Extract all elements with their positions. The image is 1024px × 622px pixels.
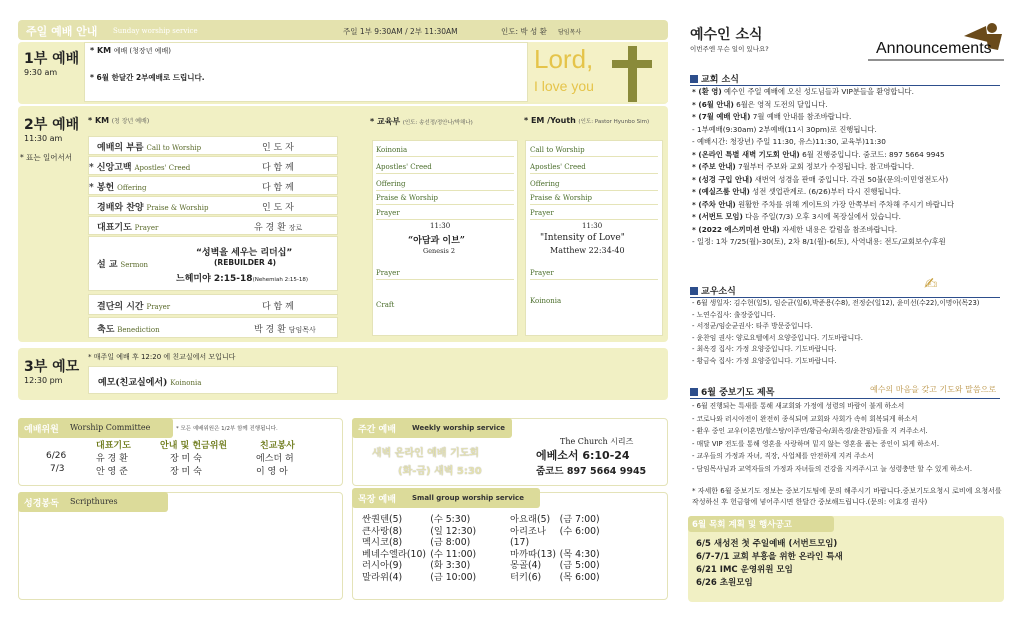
church-news-item-text: 자세한 내용은 칼럼을 참조바랍니다. (779, 224, 898, 234)
plan-header (688, 516, 834, 532)
prayer-item: - 6월 진행되는 특새를 통해 새교회와 가정에 성령의 바람이 불게 하소서 (692, 402, 905, 410)
church-news-list (692, 86, 1010, 249)
church-news-item-text: 7월부터 주보와 교회 정보가 수정됩니다. 참고바랍니다. (735, 162, 915, 171)
service-3-title: 3부 예모 (24, 359, 80, 375)
church-news-item-text: - 예배시간: 청장년) 주일 11:30, 유스)11:30, 교육부)11:30 (692, 137, 886, 146)
small-group-time: (수 5:30) (430, 514, 471, 525)
church-news-item (692, 111, 1010, 124)
edu-item-4: Praise & Worship (376, 194, 514, 205)
church-news-item (692, 236, 1010, 249)
prayer-footer: * 자세한 6월 중보기도 정보는 중보기도팀에 문의 해주시기 바랍니다.중보기도요청시 로비에 요청서를 작성하신 후 헌금함에 넣어주시면 한달간 중보해드립니다.(문의: 이효경 권사) (692, 487, 1002, 506)
committee-title: 예배위원 (24, 425, 59, 435)
km-label: * KM (90, 46, 112, 55)
member-news-item: - 6월 생일자: 김수현(일5), 임순균(일6),박준용(수8), 전정순(일12), 윤미선(수22),이명아(목23) (692, 299, 980, 307)
church-news-item-label: * (주차 안내) (692, 199, 736, 209)
church-news-item (692, 161, 1010, 174)
km-item-3: * 봉헌 Offering (89, 183, 147, 193)
plan-item: 6/21 IMC 운영위원 모임 (696, 565, 793, 575)
small-group-left-list (362, 514, 476, 583)
zoom-code: 줌코드 897 5664 9945 (536, 466, 647, 477)
church-news-item-label: * (2022 에스끼미션 안내) (692, 224, 780, 234)
prayer-item: - 교우들의 가정과 자녀, 직장, 사업체를 안전하게 지켜 주소서 (692, 452, 874, 460)
member-news-list (692, 298, 1010, 367)
edu-sermon: “아담과 이브” (408, 236, 465, 246)
committee-col-1: 대표기도 (96, 441, 131, 451)
service-1-panel (18, 42, 668, 104)
small-group-row (362, 537, 476, 549)
prayer-item: - 담임목사님과 교역자들의 가정과 자녀들의 건강을 지켜주시고 늘 성령충만 할 수 있게 하소서. (692, 464, 973, 473)
edu-item-2: Apostles' Creed (376, 163, 514, 174)
header-bar (18, 20, 668, 40)
small-group-row (510, 549, 600, 561)
news-title: 예수인 소식 (690, 27, 763, 43)
km-who-2: 다 함 께 (262, 163, 294, 173)
sermon-label: 설 교 Sermon (97, 260, 149, 270)
church-news-item-text: - 일정: 1차 7/25(월)-30(토), 2차 8/1(월)-6(토), 사역내용: 전도/교회보수/후원 (692, 237, 946, 246)
small-group-time: (금 5:00) (559, 560, 600, 571)
announcements-text: Announcements (876, 40, 992, 57)
member-news-item: - 황금숙 집사: 가정 요양중입니다. 기도바랍니다. (692, 356, 837, 365)
small-group-time: (금 10:00) (430, 571, 477, 583)
church-news-item-label: * (6월 안내) (692, 99, 734, 109)
small-group-name: 몽골(4) (510, 560, 542, 571)
small-group-time: (수 11:00) (430, 548, 477, 560)
church-news-item-label: * (예실즈룸 안내) (692, 187, 750, 196)
edu-item-1: Koinonia (376, 146, 514, 157)
committee-note: * 모든 예배위원은 1/2부 함께 진행됩니다. (176, 426, 278, 432)
service-2-title: 2부 예배 (24, 117, 80, 133)
header-times: 주일 1부 9:30AM / 2부 11:30AM (343, 27, 458, 36)
plan-title: 6월 목회 계획 및 행사공고 (692, 520, 792, 530)
bullet-square-icon (690, 388, 698, 396)
small-group-name: 말라위(4) (362, 571, 403, 583)
small-group-row (510, 572, 600, 584)
committee-r1-b: 장 미 숙 (170, 454, 202, 464)
plan-list (696, 538, 843, 590)
cross-icon (628, 46, 637, 102)
member-news-item: - 윤찬임 권사: 양로요텔에서 요양중입니다. 기도바랍니다. (692, 333, 863, 342)
church-news-item (692, 199, 1010, 212)
weekly-title: 주간 예배 (358, 425, 396, 435)
sermon-title: “성벽을 세우는 리더십” (196, 248, 293, 258)
km-who-1: 인 도 자 (262, 143, 294, 153)
small-group-row (362, 572, 476, 584)
prayer-list (692, 400, 1010, 475)
km-item-1: 예배의 부름 Call to Worship (97, 143, 202, 153)
committee-col-2: 안내 및 헌금위원 (160, 441, 228, 451)
church-news-item-label: * (온라인 특별 새벽 기도회 안내) (692, 149, 800, 159)
church-news-item-text: 6월 진행중입니다. 줌코드: 897 5664 9945 (799, 149, 945, 159)
small-group-title-en: Small group worship service (412, 494, 524, 502)
church-series-title: 에베소서 6:10-24 (536, 449, 630, 462)
service-1-note-km (90, 46, 171, 56)
em-item-1: Call to Worship (530, 146, 658, 157)
header-preacher-title: 담임목사 (558, 29, 582, 36)
km-item-6: 결단의 시간 Prayer (97, 302, 171, 312)
news-subtitle: 이번주엔 무슨 일이 있나요? (690, 45, 769, 53)
committee-r2-b: 장 미 숙 (170, 467, 202, 477)
em-sermon: "Intensity of Love" (540, 233, 625, 243)
lord-image (528, 42, 668, 102)
small-group-row (510, 560, 600, 572)
service-1-note: * 6월 한달간 2부예배로 드립니다. (90, 73, 205, 82)
em-ref: Matthew 22:34-40 (550, 246, 625, 255)
small-group-name: 터키(6) (510, 571, 542, 583)
km-who-4: 인 도 자 (262, 203, 294, 213)
church-news-item (692, 99, 1010, 112)
committee-r2-a: 안 영 준 (96, 467, 128, 477)
edu-after-2: Craft (376, 301, 395, 309)
edu-item-5: Prayer (376, 209, 514, 220)
church-news-heading: 교회 소식 (690, 72, 1000, 86)
km2-sub: (청 장년 예배) (111, 118, 150, 125)
committee-r2-date: 7/3 (50, 464, 65, 474)
header-title-en: Sunday worship service (113, 27, 198, 35)
church-news-item-text: 예수인 주일 예배에 오신 성도님들과 VIP분들을 환영합니다. (721, 87, 914, 96)
em-after-2: Koinonia (530, 297, 562, 305)
prayer-heading: 6월 중보기도 제목 (690, 385, 1000, 399)
cross-arm (612, 60, 652, 68)
church-news-item-label: * (성경 구입 안내) (692, 174, 753, 184)
km2-label: * KM (88, 116, 110, 125)
km-item-5: 대표기도 Prayer (97, 223, 159, 233)
small-group-name: 마까따(13) (510, 548, 557, 560)
committee-r1-date: 6/26 (46, 451, 67, 461)
church-news-item (692, 149, 1010, 162)
km-who-5: 유 경 환 장로 (254, 223, 303, 233)
small-group-row (362, 549, 476, 561)
church-news-item-text: 다음 주일(7/3) 오후 3시에 목장실에서 있습니다. (742, 212, 901, 221)
small-group-time: (일 12:30) (430, 525, 477, 537)
weekly-title-en: Weekly worship service (412, 424, 505, 432)
committee-r2-c: 이 영 아 (256, 467, 288, 477)
member-news-item: - 최옥경 집사: 가정 요양중입니다. 기도바랍니다. (692, 345, 837, 353)
edu-time: 11:30 (430, 222, 451, 230)
church-news-item (692, 136, 1010, 149)
edu-after-1: Prayer (376, 269, 514, 280)
em-header: * EM /Youth (인도: Pastor Hyunbo Sim) (524, 116, 650, 125)
member-news-heading: 교우소식 (690, 284, 1000, 298)
km-who-7: 박 경 환 담임목사 (254, 325, 316, 335)
church-news-item (692, 186, 1010, 199)
prayer-item: - 코로나와 러시아전이 완전히 종식되며 교회와 사회가 속히 회복되게 하소서 (692, 414, 918, 423)
plan-item: 6/5 새성전 첫 주일예배 (서번트모임) (696, 539, 838, 549)
scripture-header (18, 492, 168, 512)
small-group-row (510, 526, 600, 549)
em-item-4: Praise & Worship (530, 194, 658, 205)
small-group-time: (목 4:30) (559, 548, 600, 560)
plan-item: 6/26 초원모임 (696, 578, 753, 588)
lord-line2: I love you (534, 78, 594, 94)
small-group-name: 아요래(5) (510, 514, 551, 525)
service-2-note: * 표는 일어서서 (20, 153, 72, 162)
em-item-5: Prayer (530, 209, 658, 220)
church-news-item (692, 211, 1010, 224)
small-group-time: (화 3:30) (430, 560, 471, 571)
church-news-item (692, 174, 1010, 187)
church-news-item-text: 성전 셋업관계로. (6/26)부터 다시 진행됩니다. (749, 187, 901, 196)
church-news-item-text: - 1부예배(9:30am) 2부예배(11시 30pm)로 진행됩니다. (692, 124, 877, 134)
church-news-item (692, 86, 1010, 99)
church-news-item (692, 124, 1010, 137)
church-news-item-text: 새번역 성경을 판매 중입니다. 각권 50불(문의:이민영전도사) (752, 174, 949, 184)
edu-item-3: Offering (376, 180, 514, 191)
service-1-title: 1부 예배 (24, 51, 80, 67)
small-group-right-list (510, 514, 600, 583)
small-group-time: (금 8:00) (430, 537, 471, 548)
small-group-time: (수 6:00) (559, 525, 600, 537)
committee-col-3: 친교봉사 (260, 441, 295, 451)
church-news-item-text: 7월 예배 안내를 참조바랍니다. (750, 112, 852, 121)
announcements-banner (868, 20, 1004, 64)
small-group-name: 러시아(9) (362, 560, 403, 571)
em-item-2: Apostles' Creed (530, 163, 658, 174)
service-3-item: 예모(친교실에서) Koinonia (98, 378, 202, 388)
church-news-item-label: * (주보 안내) (692, 162, 736, 171)
small-group-name: 큰사랑(8) (362, 525, 403, 537)
header-title: 주일 예배 안내 (26, 25, 98, 38)
small-group-time: (금 7:00) (559, 514, 600, 525)
church-news-item-label: * (환 영) (692, 87, 722, 96)
small-group-name: 아리조나(17) (510, 525, 546, 548)
church-news-item-label: * (7월 예배 안내) (692, 112, 751, 121)
edu-header: * 교육부 (인도: 송선정/정안나/박해나) (370, 117, 473, 126)
service-3-time: 12:30 pm (24, 376, 63, 385)
km-who-3: 다 함 께 (262, 183, 294, 193)
committee-title-en: Worship Committee (70, 423, 151, 432)
church-news-item-text: 6월은 영적 도전의 달입니다. (733, 99, 828, 109)
km-who-6: 다 함 께 (262, 302, 294, 312)
small-group-row (362, 560, 476, 572)
km-item-2: * 신앙고백 Apostles' Creed (89, 163, 191, 173)
service-3-note: * 매주일 예배 후 12:20 에 친교실에서 모입니다 (88, 353, 236, 361)
km-item-4: 경배와 찬양 Praise & Worship (97, 203, 209, 213)
committee-r1-c: 에스더 허 (256, 454, 294, 464)
lord-line1: Lord, (534, 44, 594, 74)
scripture-title: 성경봉독 (24, 499, 59, 509)
km-item-7: 축도 Benediction (97, 325, 160, 335)
header-preacher: 인도: 박 성 환 (501, 27, 547, 36)
prayer-item: - 환우 중인 교우(이혼먼/할스탕/이주연/황금숙/최옥경/윤찬임)들을 지 켜주소서. (692, 427, 928, 435)
service-1-time: 9:30 am (24, 68, 58, 77)
service-3-panel (18, 348, 668, 400)
small-group-header (352, 488, 540, 508)
plan-item: 6/7-7/1 교회 부흥을 위한 온라인 특새 (696, 552, 843, 562)
member-news-item: - 서정균/임순균권사: 타주 방문중입니다. (692, 322, 813, 330)
small-group-title: 목장 예배 (358, 495, 396, 505)
prayer-tagline: 예수의 마음을 갖고 기도와 말씀으로 (870, 385, 997, 394)
church-news-item-text: 원활한 주차를 위해 게이트의 가장 안쪽부터 주차해 주시기 바랍니다 (735, 199, 955, 209)
small-group-row (362, 514, 476, 526)
edu-ref: Genesis 2 (423, 247, 456, 255)
weekly-line1: 새벽 온라인 예배 기도회 (372, 448, 480, 459)
church-series-label: The Church 시리즈 (560, 437, 634, 446)
em-after-1: Prayer (530, 269, 658, 280)
weekly-line2: (화-금) 새벽 5:30 (398, 466, 482, 477)
church-news-item (692, 224, 1010, 237)
hands-icon: ✍ (924, 274, 938, 293)
church-news-item-label: * (서번트 모임) (692, 212, 743, 221)
small-group-row (510, 514, 600, 526)
sermon-ref: 느헤미야 2:15-18(Nehemiah 2:15-18) (176, 274, 309, 284)
bullet-square-icon (690, 75, 698, 83)
small-group-name: 멕시코(8) (362, 537, 403, 548)
weekly-header (352, 418, 512, 438)
prayer-item: - 매달 VIP 전도를 통해 영혼을 사랑하며 밑지 않는 영혼을 품는 증인이 되게 하소서. (692, 439, 939, 448)
km-note: 예배 (청장년 예배) (113, 47, 171, 55)
sermon-sub: (REBUILDER 4) (214, 258, 277, 267)
em-item-3: Offering (530, 180, 658, 191)
member-news-item: - 노연수집사: 출장중입니다. (692, 310, 776, 319)
small-group-row (362, 526, 476, 538)
em-time: 11:30 (582, 222, 603, 230)
committee-r1-a: 유 경 환 (96, 454, 128, 464)
small-group-name: 베네수엘라(10) (362, 548, 426, 560)
km-header (88, 116, 149, 125)
committee-header (18, 418, 173, 438)
service-2-time: 11:30 am (24, 134, 63, 143)
scripture-title-en: Scripthures (70, 497, 118, 506)
small-group-time: (목 6:00) (559, 571, 600, 583)
bullet-square-icon (690, 287, 698, 295)
small-group-name: 싼퀀텐(5) (362, 514, 403, 525)
